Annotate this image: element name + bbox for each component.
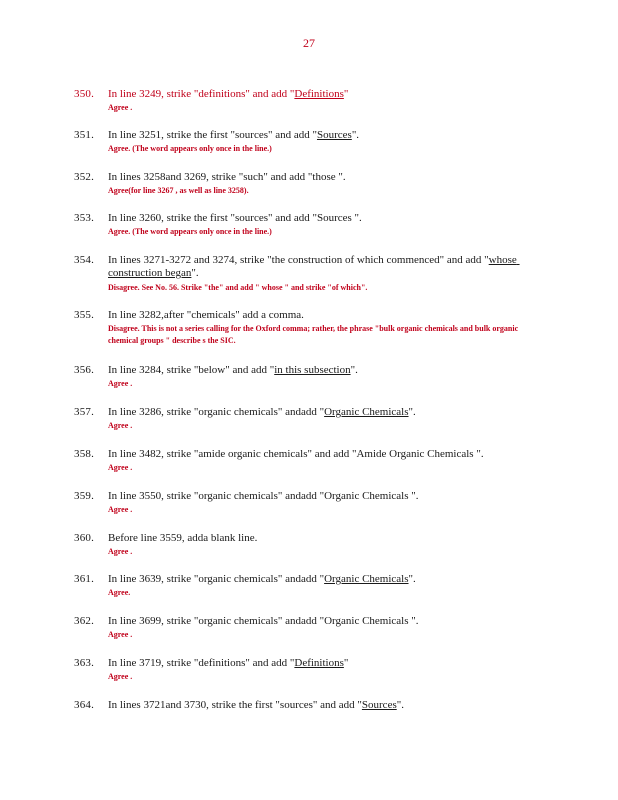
entry-instruction: In line 3251, strike the first "sources" and add "Sources". xyxy=(108,129,360,141)
entry-response: Agree . xyxy=(108,547,133,556)
entry-response: Agree . xyxy=(108,505,133,514)
entry-number: 356. xyxy=(74,364,95,376)
entry-response: Agree . xyxy=(108,421,133,430)
entry-response: Agree. (The word appears only once in the line.) xyxy=(108,144,272,153)
entry-instruction: In lines 3721and 3730, strike the first "sources" and add "Sources". xyxy=(108,699,404,711)
entry-number: 360. xyxy=(74,532,95,544)
entry-instruction: In line 3286, strike "organic chemicals" andadd "Organic Chemicals". xyxy=(108,406,416,418)
entry-response: Agree. (The word appears only once in the line.) xyxy=(108,227,272,236)
entry-response: Agree . xyxy=(108,630,133,639)
entry-number: 354. xyxy=(74,254,95,266)
entry-instruction: In line 3639, strike "organic chemicals" andadd "Organic Chemicals". xyxy=(108,573,416,585)
entry-response: Agree . xyxy=(108,672,133,681)
entry-response: Disagree. This is not a series calling for the Oxford comma; rather, the phrase "bulk organic chemicals and bulk organic chemical groups " describe s the SIC. xyxy=(108,324,521,345)
entry-number: 363. xyxy=(74,657,95,669)
entry-response: Agree . xyxy=(108,463,133,472)
entry-instruction: In lines 3271-3272 and 3274, strike "the construction of which commenced" and add "whose construction began". xyxy=(108,254,520,279)
entry-number: 364. xyxy=(74,699,95,711)
entry-instruction: In line 3550, strike "organic chemicals" andadd "Organic Chemicals ". xyxy=(108,490,419,502)
page-number: 27 xyxy=(303,36,315,50)
entry-instruction: In line 3284, strike "below" and add "in this subsection". xyxy=(108,364,358,376)
entry-response: Disagree. See No. 56. Strike "the" and add " whose " and strike "of which". xyxy=(108,283,368,292)
entry-response: Agree. xyxy=(108,588,131,597)
entry-instruction: In line 3282,after "chemicals" add a comma. xyxy=(108,309,304,321)
entry-response: Agree . xyxy=(108,103,133,112)
entry-instruction: In line 3482, strike "amide organic chemicals" and add "Amide Organic Chemicals ". xyxy=(108,448,484,460)
entry-instruction: Before line 3559, adda blank line. xyxy=(108,532,258,544)
entry-number: 350. xyxy=(74,88,95,100)
entry-number: 358. xyxy=(74,448,95,460)
entry-number: 351. xyxy=(74,129,95,141)
entry-instruction: In line 3260, strike the first "sources" and add "Sources ". xyxy=(108,212,362,224)
entry-number: 353. xyxy=(74,212,95,224)
entry-instruction: In line 3719, strike "definitions" and add "Definitions" xyxy=(108,657,349,669)
entry-number: 357. xyxy=(74,406,95,418)
entry-number: 361. xyxy=(74,573,95,585)
entry-instruction: In line 3249, strike "definitions" and add "Definitions" xyxy=(108,88,349,100)
entry-number: 359. xyxy=(74,490,95,502)
entry-instruction: In lines 3258and 3269, strike "such" and add "those ". xyxy=(108,171,346,183)
entry-number: 352. xyxy=(74,171,95,183)
entry-instruction: In line 3699, strike "organic chemicals" andadd "Organic Chemicals ". xyxy=(108,615,419,627)
entry-response: Agree(for line 3267 , as well as line 3258). xyxy=(108,186,249,195)
entry-number: 362. xyxy=(74,615,95,627)
entry-response: Agree . xyxy=(108,379,133,388)
entry-number: 355. xyxy=(74,309,95,321)
